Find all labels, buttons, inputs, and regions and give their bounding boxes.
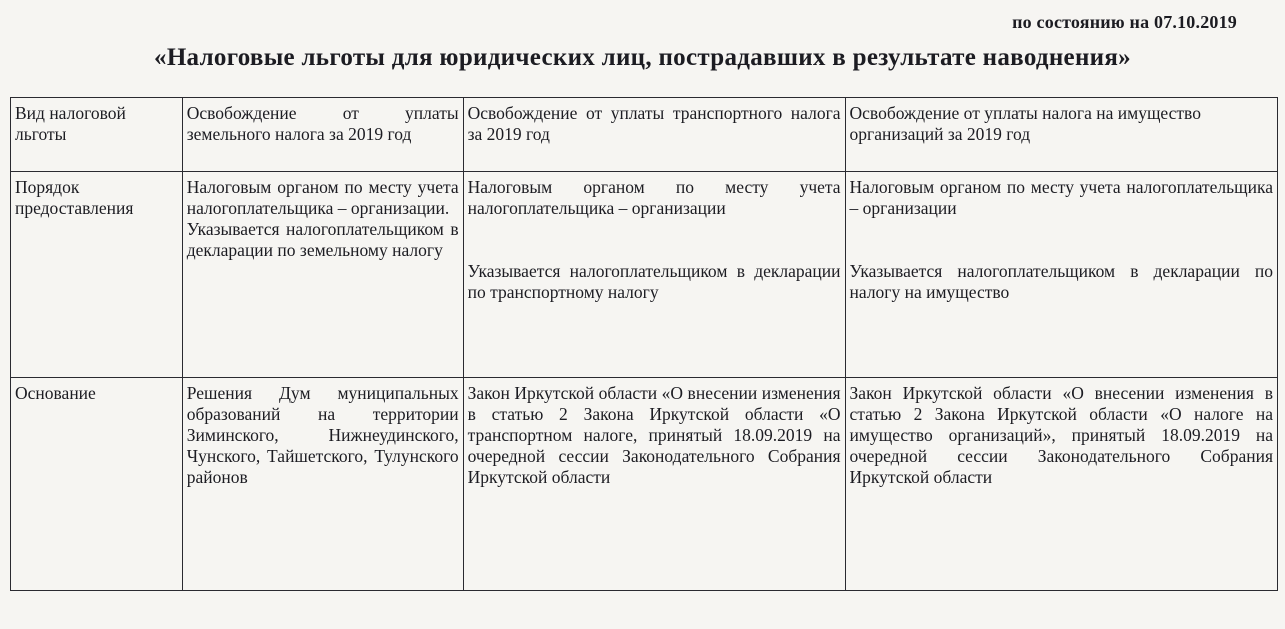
transport-procedure-authority: Налоговым органом по месту учета налогоплательщика – организации: [467, 177, 841, 218]
cell-transport-tax-exemption: [463, 98, 845, 172]
table-row-benefit-type: [11, 98, 1278, 172]
transport-procedure-declaration: Указывается налогоплательщиком в декларации по транспортному налогу: [467, 261, 841, 302]
cell-land-basis: [182, 378, 463, 591]
property-procedure-authority: Налоговым органом по месту учета налогоплательщика – организации: [849, 177, 1273, 218]
row-label-legal-basis: [11, 378, 183, 591]
property-procedure-declaration: Указывается налогоплательщиком в декларации по налогу на имущество: [849, 261, 1273, 302]
cell-text: Освобождение от уплаты налога на имущество организаций за 2019 год: [849, 103, 1201, 144]
table-row-procedure: [11, 172, 1278, 378]
document-status-date: по состоянию на 07.10.2019: [1012, 12, 1237, 32]
cell-text: Освобождение от уплаты земельного налога за 2019 год: [186, 103, 459, 144]
cell-land-procedure: [182, 172, 463, 378]
cell-property-tax-exemption: [845, 98, 1277, 172]
cell-transport-procedure: [463, 172, 845, 378]
row-label-benefit-type: [11, 98, 183, 172]
cell-text: Закон Иркутской области «О внесении изменения в статью 2 Закона Иркутской области «О транспортном налоге, принятый 18.09.2019 на очередной сессии Законодательного Собрания Иркутской области: [467, 383, 841, 487]
cell-text: Освобождение от уплаты транспортного налога за 2019 год: [467, 103, 841, 144]
cell-property-basis: [845, 378, 1277, 591]
row-label-procedure: [11, 172, 183, 378]
cell-land-tax-exemption: [182, 98, 463, 172]
cell-text: Основание: [15, 383, 96, 403]
cell-text: Решения Дум муниципальных образований на территории Зиминского, Нижнеудинского, Чунского, Тайшетского, Тулунского районов: [186, 383, 459, 487]
cell-property-procedure: [845, 172, 1277, 378]
land-procedure-authority: Налоговым органом по месту учета налогоплательщика – организации.: [186, 177, 459, 218]
document-title: «Налоговые льготы для юридических лиц, пострадавших в результате наводнения»: [154, 44, 1131, 71]
land-procedure-declaration: Указывается налогоплательщиком в декларации по земельному налогу: [186, 219, 459, 260]
tax-benefits-table: [10, 97, 1278, 591]
table-row-legal-basis: [11, 378, 1278, 591]
cell-transport-basis: [463, 378, 845, 591]
cell-text: Порядок предоставления: [15, 177, 134, 218]
cell-text: Вид налоговой льготы: [15, 103, 126, 144]
cell-text: Закон Иркутской области «О внесении изменения в статью 2 Закона Иркутской области «О налоге на имущество организаций», принятый 18.09.2019 на очередной сессии Законодательного Собрания Иркутской области: [849, 383, 1273, 487]
